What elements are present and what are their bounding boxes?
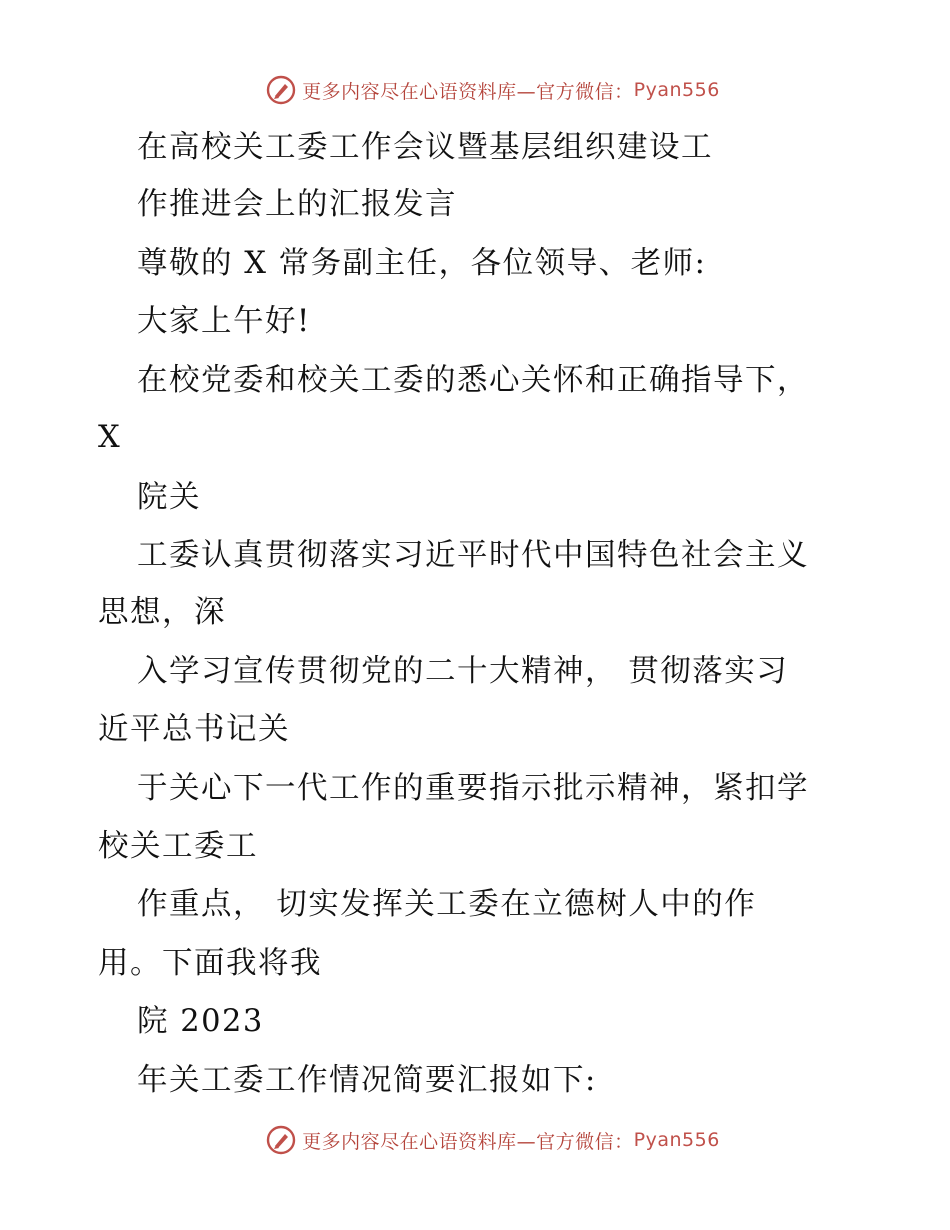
footer-watermark xyxy=(0,1120,950,1160)
paragraph-line: 思想，深 xyxy=(98,595,226,630)
greeting-line: 大家上午好! xyxy=(137,304,311,339)
pen-circle-logo-icon xyxy=(266,75,296,105)
watermark-wechat-id: Pyan556 xyxy=(633,1129,720,1151)
paragraph-line: 院 2023 xyxy=(137,1004,264,1039)
paragraph-line: 校关工委工 xyxy=(98,829,258,864)
paragraph-line: 用。下面我将我 xyxy=(98,946,322,981)
header-watermark xyxy=(0,70,950,110)
doc-title-line-2: 作推进会上的汇报发言 xyxy=(137,187,457,222)
paragraph-line: 院关 xyxy=(137,480,201,515)
paragraph-line: 工委认真贯彻落实习近平时代中国特色社会主义 xyxy=(137,538,809,573)
salutation-line: 尊敬的 X 常务副主任，各位领导、老师: xyxy=(137,246,707,281)
watermark-text: 更多内容尽在心语资料库—官方微信： xyxy=(302,1130,634,1153)
watermark-text: 更多内容尽在心语资料库—官方微信： xyxy=(302,80,634,103)
pen-circle-logo-icon xyxy=(266,1125,296,1155)
paragraph-line: X xyxy=(98,420,122,455)
paragraph-line: 作重点， 切实发挥关工委在立德树人中的作 xyxy=(137,887,757,922)
paragraph-line: 年关工委工作情况简要汇报如下: xyxy=(137,1063,597,1098)
paragraph-line: 近平总书记关 xyxy=(98,712,290,747)
paragraph-line: 在校党委和校关工委的悉心关怀和正确指导下， xyxy=(137,363,809,398)
doc-title-line-1: 在高校关工委工作会议暨基层组织建设工 xyxy=(137,130,713,165)
paragraph-line: 于关心下一代工作的重要指示批示精神，紧扣学 xyxy=(137,771,809,806)
watermark-wechat-id: Pyan556 xyxy=(633,79,720,101)
paragraph-line: 入学习宣传贯彻党的二十大精神， 贯彻落实习 xyxy=(137,654,789,689)
